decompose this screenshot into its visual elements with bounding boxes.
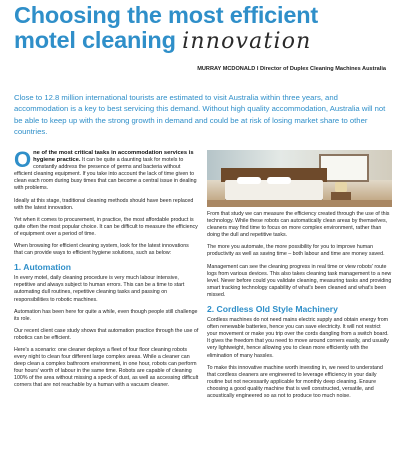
left-paragraph-2: Ideally at this stage, traditional cleaning methods should have been replaced with the latest innovation.	[14, 197, 194, 211]
left-paragraph-7: Our recent client case study shows that automation practice through the use of robotics can be efficient.	[14, 327, 199, 341]
heading-automation: 1. Automation	[14, 262, 71, 273]
right-column	[207, 150, 392, 405]
left-paragraph-5: In every motel, daily cleaning procedure is very much labour intensive, repetitive and always subject to human errors. This can be a time to start automating dull routines, repetitive cleaning tasks and passing on responsibilities to robotic machines.	[14, 275, 185, 303]
drop-cap: O	[14, 147, 32, 172]
left-paragraph-3: Yet when it comes to procurement, in practice, the most affordable product is quite often the most popular choice. It can be difficult to measure the efficiency of equipment over a period of time.	[14, 216, 198, 237]
title-main: Choosing the most efficient motel cleaning	[14, 2, 319, 53]
heading-cordless: 2. Cordless Old Style Machinery	[207, 304, 338, 315]
lede-paragraph	[14, 147, 199, 193]
right-paragraph-4: Cordless machines do not need mains electric supply and obtain energy from often renewable batteries, hence you can save electricity. It will not restrict your movement or make you trip over the cords dangling from a switch board. It gives the freedom that you need to move around corners easily, and usually very lightweight, hence allowing you to clean more efficiently with the elimination of many hassles.	[207, 317, 389, 359]
author-byline: MURRAY MCDONALD I Director of Duplex Cleaning Machines Australia	[197, 66, 386, 72]
photo-lamp	[335, 182, 347, 192]
lede-body: It can be quite a daunting task for motels to constantly address the presence of germs and bacteria without efficient cleaning equipment. If you take into account the lack of time given to clean each room during busy times that can become a central issue in dealing with problems.	[14, 157, 197, 192]
motel-room-photo	[207, 150, 392, 207]
title-script-word: innovation	[182, 29, 312, 54]
left-paragraph-6: Automation has been here for quite a while, even though people still challenge its role.	[14, 308, 198, 322]
intro-paragraph: Close to 12.8 million international tourists are estimated to visit Australia within three years, and accommodation is a key to best servicing this demand. Without high quality accommodation, Australia will not be able to keep up with the strong growth in demand and could be at risk of losing market share to other countries.	[14, 93, 386, 136]
right-paragraph-1: From that study we can measure the efficiency created through the use of this technology. While these robots can automatically clean areas by themselves, cleaners may find time to focus on more complex environment, rather than doing the dull and repetitive tasks.	[207, 211, 390, 239]
photo-pillow	[237, 177, 261, 184]
right-paragraph-3: Management can see the cleaning progress in real time or view robots' route logs from various devices. This also takes cleaning task management to a new level. Never before could you validate cleaning, measuring tasks and providing smart tracking technology capability of what's been cleaned and what's been missed.	[207, 263, 392, 298]
left-column	[14, 147, 199, 395]
photo-carpet	[207, 200, 392, 207]
right-paragraph-5: To make this innovative machine worth investing in, we need to understand that cordless cleaners are engineered to leverage efficiency in your daily routine but not necessarily applicable for monthly deep cleaning. Ensure choosing a good quality machine that is well constructed, versatile, and acoustically engineered so as not to produce too much noise.	[207, 364, 383, 399]
left-paragraph-4: When browsing for efficient cleaning system, look for the latest innovations that can provide ways to efficient hygiene solutions, such as below:	[14, 243, 189, 257]
article-title	[14, 3, 386, 54]
photo-pillow	[267, 177, 291, 184]
left-paragraph-8: Here's a scenario: one cleaner deploys a fleet of four floor cleaning robots every night to clean four different large complex areas. While a cleaner can deep clean a complex bathroom environment, in one hour, robots can perform four hours' worth of labour in the same time. Robots are capable of cleaning 100% of the area without missing a speck of dust, as well as accessing difficult corners that are not reachable by a human with a vacuum cleaner.	[14, 346, 199, 389]
right-paragraph-2: The more you automate, the more possibility for you to improve human productivity as well as saving time – both labour and time are money saved.	[207, 244, 385, 258]
lede-strong: ne of the most critical tasks in accommodation services is hygiene practice.	[33, 150, 194, 164]
